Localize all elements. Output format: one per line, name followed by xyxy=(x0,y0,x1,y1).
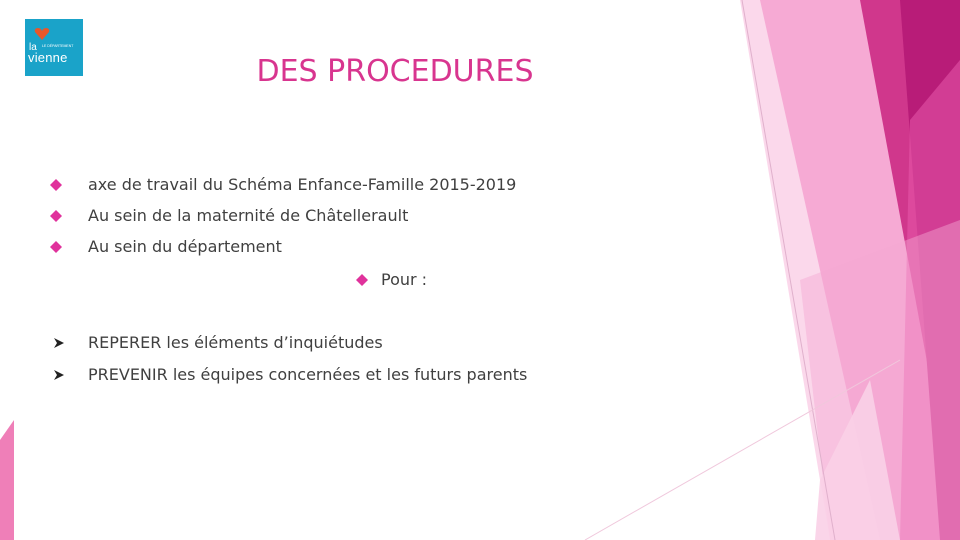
diamond-bullet-icon xyxy=(356,274,368,286)
logo-text-la: la xyxy=(29,42,37,53)
sub-bullet-item: Pour : xyxy=(381,270,428,289)
logo-tagline: LE DÉPARTEMENT xyxy=(42,44,74,48)
logo-text-vienne: vienne xyxy=(28,50,68,65)
arrow-bullet-icon xyxy=(53,337,65,349)
arrow-item: PREVENIR les équipes concernées et les futurs parents xyxy=(88,365,528,384)
diamond-bullet-icon xyxy=(50,241,62,253)
diamond-bullet-icon xyxy=(50,210,62,222)
la-vienne-logo xyxy=(25,19,83,76)
diamond-bullet-icon xyxy=(50,179,62,191)
arrow-bullet-icon xyxy=(53,369,65,381)
bullet-item: axe de travail du Schéma Enfance-Famille 2015-2019 xyxy=(88,175,517,194)
bullet-item: Au sein de la maternité de Châtellerault xyxy=(88,206,409,225)
slide-title: DES PROCEDURES xyxy=(256,54,534,89)
arrow-item: REPERER les éléments d’inquiétudes xyxy=(88,333,383,352)
heart-icon xyxy=(34,27,50,41)
bullet-item: Au sein du département xyxy=(88,237,282,256)
